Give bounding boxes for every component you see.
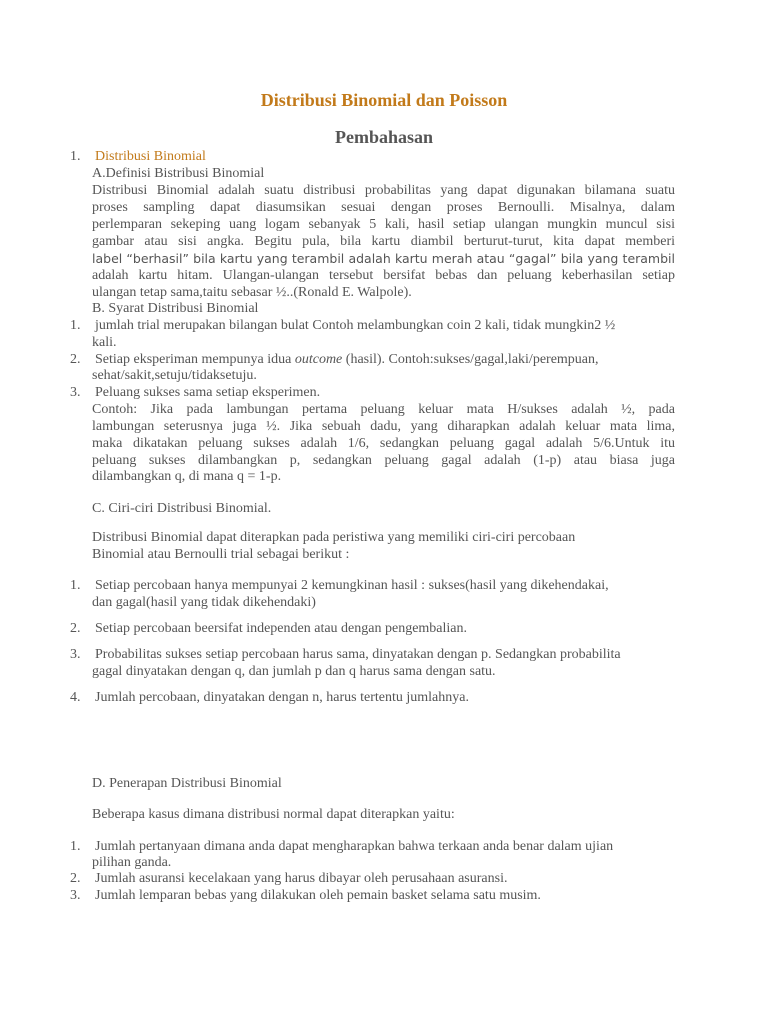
- list-item-number: 2.: [70, 871, 81, 886]
- list-item-number: 3.: [70, 888, 81, 903]
- list-item-text: jumlah trial merupakan bilangan bulat Contoh melambungkan coin 2 kali, tidak mungkin2 ½: [95, 318, 616, 333]
- list-item-number: 1.: [70, 839, 81, 854]
- list-item-number: 1.: [70, 578, 81, 593]
- list-item-text: Setiap percobaan beersifat independen atau dengan pengembalian.: [95, 621, 468, 636]
- list-item-text: gagal dinyatakan dengan q, dan jumlah p dan q harus sama dengan satu.: [92, 664, 496, 679]
- paragraph-line: adalah kartu hitam. Ulangan-ulangan tersebut bersifat bebas dan peluang keberhasilan setiap: [92, 268, 675, 283]
- list-item-text: kali.: [92, 335, 117, 350]
- list-item-text: Peluang sukses sama setiap eksperimen.: [95, 385, 321, 400]
- paragraph-line: perlemparan sekeping uang logam sebanyak 5 kali, hasil setiap ulangan mungkin muncul sisi: [92, 217, 675, 232]
- subsection-heading-d: D. Penerapan Distribusi Binomial: [92, 776, 282, 791]
- paragraph-line: Distribusi Binomial adalah suatu distribusi probabilitas yang dapat digunakan bilamana suatu: [92, 183, 675, 198]
- example-line: Contoh: Jika pada lambungan pertama peluang keluar mata H/sukses adalah ½, pada: [92, 402, 675, 417]
- list-item-text: pilihan ganda.: [92, 855, 172, 870]
- example-line: peluang sukses dilambangkan p, sedangkan peluang gagal adalah (1-p) atau biasa juga: [92, 453, 675, 468]
- paragraph-line: label “berhasil” bila kartu yang terambil adalah kartu merah atau “gagal” bila yang terambil: [92, 251, 675, 266]
- paragraph-line: Binomial atau Bernoulli trial sebagai berikut :: [92, 547, 350, 562]
- section-number: 1.: [70, 149, 81, 164]
- list-item-text: Jumlah percobaan, dinyatakan dengan n, harus tertentu jumlahnya.: [95, 690, 469, 705]
- document-subtitle: Pembahasan: [334, 127, 433, 147]
- example-line: maka dikatakan peluang sukses adalah 1/6, sedangkan peluang gagal adalah 5/6.Untuk itu: [92, 436, 675, 451]
- paragraph-line: ulangan tetap sama,taitu sebasar ½..(Ronald E. Walpole).: [92, 285, 412, 300]
- list-item-text: dan gagal(hasil yang tidak dikehendaki): [92, 595, 316, 610]
- list-item-number: 3.: [70, 647, 81, 662]
- subsection-heading-c: C. Ciri-ciri Distribusi Binomial.: [92, 501, 272, 516]
- example-line: lambungan seterusnya juga ½. Jika sebuah dadu, yang diharapkan adalah keluar mata lima,: [92, 419, 675, 434]
- list-item-text: sehat/sakit,setuju/tidaksetuju.: [92, 368, 257, 383]
- list-item-number: 4.: [70, 690, 81, 705]
- list-item-text: Jumlah asuransi kecelakaan yang harus dibayar oleh perusahaan asuransi.: [95, 871, 508, 886]
- list-item-number: 3.: [70, 385, 81, 400]
- paragraph-line: Beberapa kasus dimana distribusi normal dapat diterapkan yaitu:: [92, 807, 455, 822]
- list-item-text: Setiap percobaan hanya mempunyai 2 kemungkinan hasil : sukses(hasil yang dikehendakai,: [95, 578, 609, 593]
- list-item-number: 2.: [70, 352, 81, 367]
- list-item-text: [95, 351, 599, 368]
- list-item-number: 1.: [70, 318, 81, 333]
- subsection-heading-a: A.Definisi Bistribusi Binomial: [92, 166, 265, 181]
- list-item-text: Probabilitas sukses setiap percobaan harus sama, dinyatakan dengan p. Sedangkan probabilita: [95, 647, 621, 662]
- document-title: Distribusi Binomial dan Poisson: [260, 90, 508, 110]
- list-item-text-pre: Setiap eksperiman mempunya idua: [95, 352, 295, 367]
- section-heading: Distribusi Binomial: [95, 149, 206, 164]
- list-item-text: Jumlah lemparan bebas yang dilakukan oleh pemain basket selama satu musim.: [95, 888, 541, 903]
- list-item-number: 2.: [70, 621, 81, 636]
- list-item-text-emphasis: outcome: [294, 352, 343, 367]
- paragraph-line: proses sampling dapat diasumsikan sesuai dengan proses Bernoulli. Misalnya, dalam: [92, 200, 675, 215]
- list-item-text-post: (hasil). Contoh:sukses/gagal,laki/perempuan,: [342, 352, 599, 367]
- example-line: dilambangkan q, di mana q = 1-p.: [92, 469, 282, 484]
- subsection-heading-b: B. Syarat Distribusi Binomial: [92, 301, 259, 316]
- paragraph-line: gambar atau sisi angka. Begitu pula, bila kartu diambil berturut-turut, kita dapat memberi: [92, 234, 675, 249]
- list-item-text: Jumlah pertanyaan dimana anda dapat mengharapkan bahwa terkaan anda benar dalam ujian: [95, 839, 614, 854]
- paragraph-line: Distribusi Binomial dapat diterapkan pada peristiwa yang memiliki ciri-ciri percobaan: [92, 530, 576, 545]
